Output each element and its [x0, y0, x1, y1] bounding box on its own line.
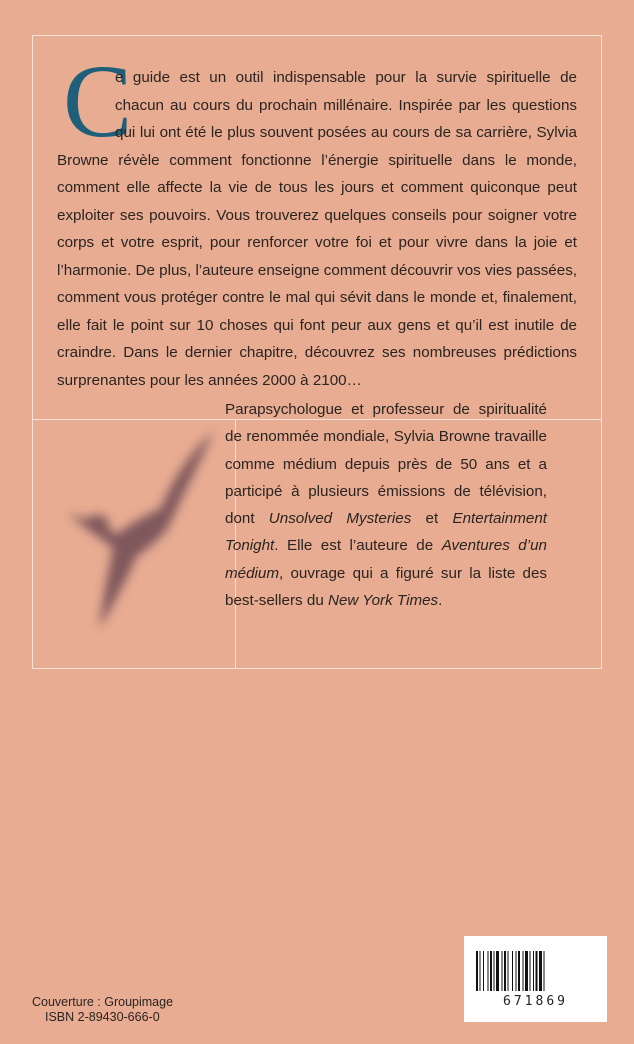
illustration-panel: [33, 420, 236, 668]
barcode-icon: [476, 951, 594, 991]
newspaper-title: New York Times: [327, 592, 439, 610]
barcode-number: 671869: [503, 994, 568, 1009]
show-title: Unsolved Mysteries: [268, 510, 412, 528]
bird-silhouette-icon: [33, 420, 236, 668]
isbn: ISBN 2-89430-666-0: [45, 1010, 160, 1024]
barcode-box: [464, 936, 607, 1022]
blurb-text: [57, 64, 577, 394]
show-title: Entertainment Tonight: [225, 510, 548, 555]
blurb-body: e guide est un outil indispensable pour la survie spirituelle de chacun au cours du prochain millénaire. Inspirée par les questions qui lui ont été le plus souvent posées au cours de sa carrière, Sylvia Browne révèle comment fonctionne l’énergie spirituelle dans le monde, comment elle affecte la vie de tous les jours et comment quiconque peut exploiter ses pouvoirs. Vous trouverez quelques conseils pour soigner votre corps et votre esprit, pour renforcer votre foi et pour vivre dans la joie et l’harmonie. De plus, l’auteure enseigne comment découvrir vos vies passées, comment vous protéger contre le mal qui sévit dans le monde et, finalement, elle fait le point sur 10 choses qui font peur aux gens et qu’il est inutile de craindre. Dans le dernier chapitre, découvrez ses nombreuses prédictions surprenantes pour les années 2000 à 2100…: [57, 69, 578, 389]
cover-credit: Couverture : Groupimage: [32, 995, 174, 1009]
credits: [32, 995, 173, 1025]
blurb-panel: [33, 36, 601, 420]
book-title: Aventures d’un médium: [225, 537, 547, 582]
drop-cap: C: [63, 44, 133, 159]
author-bio: Parapsychologue et professeur de spiritualité de renommée mondiale, Sylvia Browne travaille comme médium depuis près de 50 ans et a participé à plusieurs émissions de télévision, dont Unsolved Mysteries et Entertainment Tonight. Elle est l’auteure de Aventures d’un médium, ouvrage qui a figuré sur la liste des best-sellers du New York Times.: [225, 401, 548, 610]
